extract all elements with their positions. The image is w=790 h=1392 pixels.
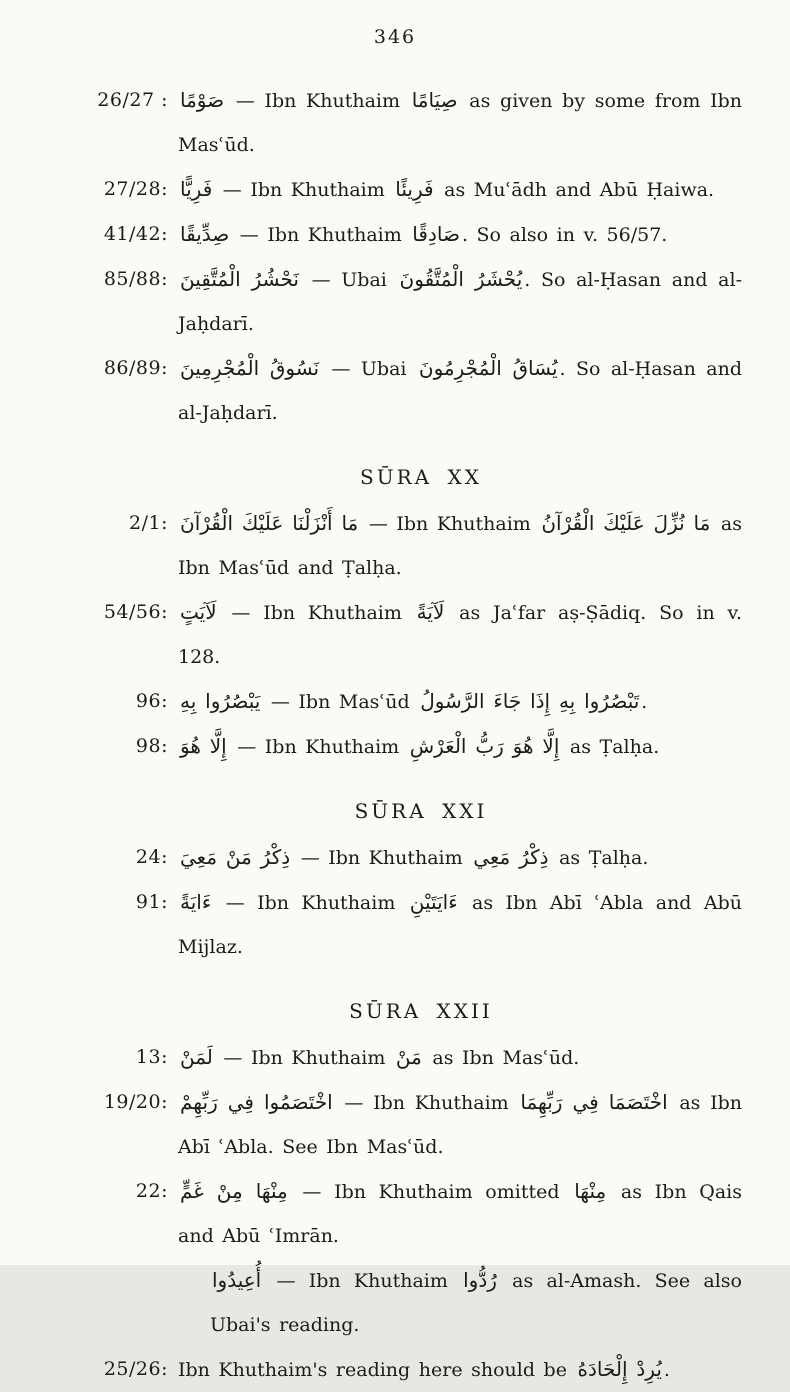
entry-text — [178, 167, 742, 212]
verse-ref: 54/56: — [103, 601, 168, 623]
entry-row — [0, 167, 742, 212]
entry-row — [0, 78, 742, 167]
entry-row — [0, 590, 742, 679]
verse-ref: 98: — [135, 735, 168, 757]
entries-list — [0, 78, 790, 1392]
latin-text: — Ibn Khuthaim — [214, 1047, 394, 1069]
latin-text: as Ibn Masʿūd and Ṭalḥa. — [178, 513, 742, 579]
arabic-phrase: ءَايَتَيْنِ — [409, 890, 458, 914]
verse-ref: 96: — [135, 690, 168, 712]
latin-text: . — [641, 691, 648, 713]
entry-text — [178, 1169, 742, 1258]
entry-text — [178, 257, 742, 346]
arabic-phrase: مِنْهَا مِنْ غَمٍّ — [180, 1179, 288, 1203]
entry-text — [178, 835, 742, 880]
verse-ref: 19/20: — [103, 1091, 168, 1113]
entry-row — [0, 880, 742, 969]
entry-text — [178, 1080, 742, 1169]
latin-text: as Ibn Qais and Abū ʿImrān. — [178, 1181, 742, 1247]
arabic-phrase: رُدُّوا — [463, 1268, 497, 1292]
entry-row — [0, 257, 742, 346]
latin-text: — Ibn Khuthaim — [334, 1092, 519, 1114]
entry-row — [0, 501, 742, 590]
arabic-phrase: نَحْشُرُ الْمُتَّقِينَ — [180, 267, 299, 291]
entry-row — [0, 1035, 742, 1080]
verse-ref: 86/89: — [103, 357, 168, 379]
arabic-phrase: مَنْ — [395, 1045, 422, 1069]
latin-text: as Ṭalḥa. — [561, 736, 660, 758]
arabic-phrase: فَرِيئًا — [395, 177, 434, 201]
latin-text: . So al-Ḥasan and al-Jaḥdarī. — [178, 269, 742, 335]
entry-row — [0, 1347, 742, 1392]
arabic-phrase: صِيَامًا — [411, 88, 458, 112]
latin-text: — Ibn Khuthaim — [263, 1270, 462, 1292]
verse-ref: 2/1: — [129, 512, 168, 534]
arabic-phrase: ءَايَةً — [180, 890, 212, 914]
latin-text: — Ubai — [300, 269, 398, 291]
latin-text: as Ibn Abī ʿAbla. See Ibn Masʿūd. — [178, 1092, 743, 1158]
verse-ref: 27/28: — [103, 178, 168, 200]
entry-row — [0, 1169, 742, 1258]
latin-text: Ibn Khuthaim's reading here should be — [178, 1359, 576, 1381]
verse-ref: 41/42: — [103, 223, 168, 245]
arabic-phrase: يُحْشَرُ الْمُتَّقُونَ — [399, 267, 523, 291]
latin-text: — Ubai — [321, 358, 417, 380]
entry-text — [178, 1258, 742, 1347]
verse-ref: 25/26: — [103, 1358, 168, 1380]
latin-text: — Ibn Khuthaim — [292, 847, 472, 869]
verse-ref: 85/88: — [103, 268, 168, 290]
latin-text: . — [663, 1359, 670, 1381]
verse-ref: 26/27 : — [97, 89, 168, 111]
entry-row — [0, 835, 742, 880]
latin-text: — Ibn Khuthaim — [231, 224, 411, 246]
entry-text — [178, 724, 742, 769]
entry-text — [178, 212, 742, 257]
latin-text: — Ibn Khuthaim omitted — [289, 1181, 573, 1203]
latin-text: — Ibn Khuthaim — [228, 736, 408, 758]
arabic-phrase: مِنْهَا — [574, 1179, 607, 1203]
verse-ref: 24: — [135, 846, 168, 868]
arabic-phrase: إِلَّا هُوَ رَبُّ الْعَرْشِ — [409, 734, 560, 758]
verse-ref — [0, 1258, 168, 1347]
latin-text: as given by some from Ibn Masʿūd. — [178, 90, 742, 156]
arabic-phrase: إِلَّا هُوَ — [180, 734, 227, 758]
latin-text: — Ibn Khuthaim — [226, 90, 410, 112]
arabic-phrase: أُعِيدُوا — [212, 1268, 262, 1292]
entry-text — [178, 346, 742, 435]
latin-text: as al-Amash. See also Ubai's reading. — [210, 1270, 742, 1336]
sura-section — [0, 78, 742, 435]
arabic-phrase: يَبْصُرُوا بِهِ — [180, 689, 261, 713]
latin-text: . So al-Ḥasan and al-Jaḥdarī. — [178, 358, 742, 424]
sura-section — [0, 989, 742, 1392]
verse-ref: 22: — [135, 1180, 168, 1202]
entry-row — [0, 212, 742, 257]
arabic-phrase: ذِكْرُ مَنْ مَعِيَ — [180, 845, 291, 869]
arabic-phrase: نَسُوقُ الْمُجْرِمِينَ — [180, 356, 320, 380]
entry-text — [178, 679, 742, 724]
arabic-phrase: لَمَنْ — [180, 1045, 213, 1069]
latin-text: — Ibn Khuthaim — [218, 602, 415, 624]
arabic-phrase: مَا نُزِّلَ عَلَيْكَ الْقُرْآنُ — [541, 511, 711, 535]
sura-heading: SŪRA XX — [360, 465, 482, 489]
entry-text — [178, 78, 742, 167]
entry-row — [0, 724, 742, 769]
latin-text: as Ibn Masʿūd. — [423, 1047, 580, 1069]
arabic-phrase: يُسَاقُ الْمُجْرِمُونَ — [418, 356, 558, 380]
sura-section — [0, 455, 742, 769]
verse-ref: 13: — [135, 1046, 168, 1068]
latin-text: . So also in v. 56/57. — [461, 224, 668, 246]
verse-ref: 91: — [135, 891, 168, 913]
arabic-phrase: ذِكْرُ مَعِي — [473, 845, 549, 869]
latin-text: — Ibn Khuthaim — [213, 892, 408, 914]
arabic-phrase: فَرِيًّا — [180, 177, 213, 201]
arabic-phrase: مَا أَنْزَلْنَا عَلَيْكَ الْقُرْآنَ — [180, 511, 359, 535]
entry-text — [178, 1035, 742, 1080]
entry-row — [0, 1258, 742, 1347]
arabic-phrase: يُرِدْ إِلْحَادَهُ — [577, 1357, 662, 1381]
latin-text: — Ibn Khuthaim — [360, 513, 540, 535]
arabic-phrase: صَادِقًا — [412, 222, 460, 246]
arabic-phrase: صِدِّيقًا — [180, 222, 230, 246]
latin-text: as Ibn Abī ʿAbla and Abū Mijlaz. — [178, 892, 743, 958]
latin-text: as Jaʿfar aṣ-Ṣādiq. So in v. 128. — [178, 602, 743, 668]
entry-text — [178, 501, 742, 590]
latin-text: — Ibn Khuthaim — [214, 179, 394, 201]
arabic-phrase: اخْتَصَمَا فِي رَبِّهِمَا — [520, 1090, 668, 1114]
entry-text — [178, 880, 742, 969]
arabic-phrase: تَبْصُرُوا بِهِ إِذَا جَاءَ الرَّسُولُ — [420, 689, 640, 713]
entry-row — [0, 679, 742, 724]
latin-text: as Muʿādh and Abū Ḥaiwa. — [435, 179, 715, 201]
entry-row — [0, 1080, 742, 1169]
entry-row — [0, 346, 742, 435]
arabic-phrase: صَوْمًا — [180, 88, 225, 112]
arabic-phrase: لَآيَةً — [416, 600, 445, 624]
latin-text: as Ṭalḥa. — [550, 847, 649, 869]
arabic-phrase: اخْتَصَمُوا فِي رَبِّهِمْ — [180, 1090, 333, 1114]
entry-text — [178, 590, 742, 679]
sura-heading: SŪRA XXII — [349, 999, 493, 1023]
latin-text: — Ibn Masʿūd — [262, 691, 419, 713]
sura-section — [0, 789, 742, 969]
page-number: 346 — [373, 26, 417, 48]
arabic-phrase: لَآيَتٍ — [180, 600, 217, 624]
entry-text — [178, 1347, 742, 1392]
sura-heading: SŪRA XXI — [354, 799, 488, 823]
